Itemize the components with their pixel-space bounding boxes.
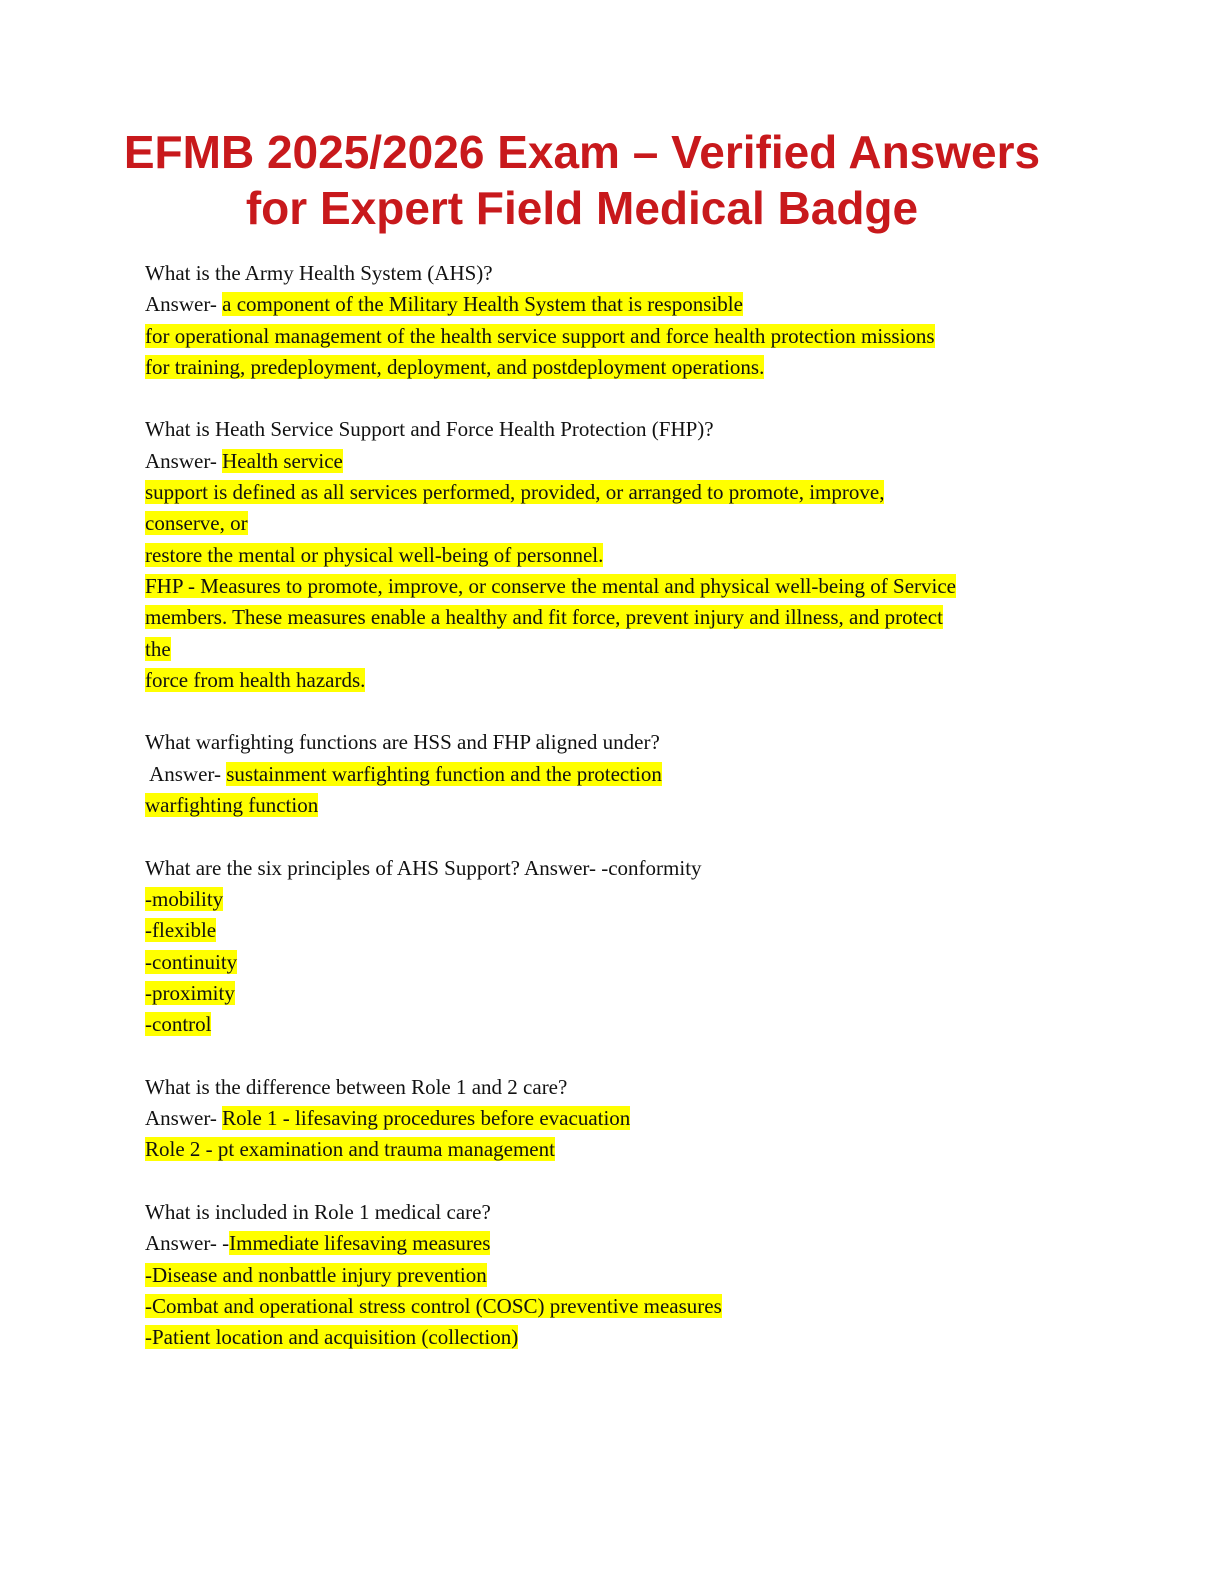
answer-line [145, 790, 1085, 821]
qa-content [145, 258, 1085, 1353]
title-line-2: for Expert Field Medical Badge [245, 182, 919, 234]
spacer [145, 821, 1085, 852]
answer-line [145, 321, 1085, 352]
answer-line [145, 665, 1085, 696]
answer-highlight: Role 1 - lifesaving procedures before evacuation [222, 1106, 631, 1131]
answer-line [145, 634, 1085, 665]
qa-item [145, 727, 1085, 821]
title-line-1: EFMB 2025/2026 Exam – Verified Answers [123, 126, 1041, 178]
spacer [145, 1040, 1085, 1071]
answer-line [145, 508, 1085, 539]
answer-line [145, 1322, 1085, 1353]
question-text: What are the six principles of AHS Support? Answer- -conformity [145, 855, 702, 880]
answer-highlight: support is defined as all services performed, provided, or arranged to promote, improve, [145, 480, 885, 505]
answer-highlight: warfighting function [145, 793, 319, 818]
answer-highlight: -proximity [145, 980, 235, 1005]
answer-highlight: -control [145, 1012, 212, 1037]
answer-highlight: conserve, or [145, 511, 248, 536]
question-text: What is Heath Service Support and Force Health Protection (FHP)? [145, 417, 714, 442]
answer-line [145, 571, 1085, 602]
answer-highlight: Health service [222, 448, 343, 473]
answer-line [145, 947, 1085, 978]
answer-line [145, 1134, 1085, 1165]
answer-highlight: Role 2 - pt examination and trauma management [145, 1137, 555, 1162]
answer-line [145, 477, 1085, 508]
question-text: What warfighting functions are HSS and FHP aligned under? [145, 730, 660, 755]
question-text: What is the difference between Role 1 and 2 care? [145, 1074, 568, 1099]
spacer [145, 696, 1085, 727]
answer-prefix: Answer- [145, 1106, 223, 1131]
answer-line [145, 1009, 1085, 1040]
answer-line [145, 915, 1085, 946]
answer-prefix: Answer- [145, 448, 223, 473]
answer-line [145, 352, 1085, 383]
answer-prefix: Answer- [145, 761, 227, 786]
answer-highlight: -continuity [145, 949, 238, 974]
answer-prefix: Answer- - [145, 1231, 230, 1256]
document-title [0, 124, 1164, 236]
question-text: What is included in Role 1 medical care? [145, 1199, 491, 1224]
answer-highlight: a component of the Military Health System that is responsible [222, 292, 743, 317]
qa-item [145, 1072, 1085, 1166]
answer-highlight: sustainment warfighting function and the protection [226, 761, 662, 786]
answer-line [145, 1103, 1085, 1134]
answer-line [145, 602, 1085, 633]
answer-line [145, 540, 1085, 571]
answer-highlight: Immediate lifesaving measures [229, 1231, 491, 1256]
answer-highlight: -Patient location and acquisition (collection) [145, 1325, 519, 1350]
answer-highlight: the [145, 636, 171, 661]
answer-prefix: Answer- [145, 292, 223, 317]
answer-highlight: restore the mental or physical well-being of personnel. [145, 542, 604, 567]
answer-line [145, 1260, 1085, 1291]
qa-item [145, 258, 1085, 383]
answer-line [145, 978, 1085, 1009]
answer-highlight: -mobility [145, 886, 224, 911]
answer-highlight: -Combat and operational stress control (COSC) preventive measures [145, 1293, 722, 1318]
answer-highlight: force from health hazards. [145, 667, 366, 692]
qa-item [145, 853, 1085, 1041]
answer-highlight: for training, predeployment, deployment, and postdeployment operations. [145, 354, 765, 379]
qa-item [145, 414, 1085, 696]
qa-item [145, 1197, 1085, 1353]
answer-line [145, 884, 1085, 915]
answer-line [145, 289, 1085, 320]
answer-line [145, 1228, 1085, 1259]
spacer [145, 1166, 1085, 1197]
spacer [145, 383, 1085, 414]
answer-highlight: -Disease and nonbattle injury prevention [145, 1262, 487, 1287]
answer-highlight: -flexible [145, 918, 217, 943]
question-text: What is the Army Health System (AHS)? [145, 261, 493, 285]
answer-line [145, 759, 1085, 790]
answer-line [145, 446, 1085, 477]
answer-highlight: members. These measures enable a healthy and fit force, prevent injury and illness, and protect [145, 605, 943, 630]
answer-line [145, 1291, 1085, 1322]
answer-highlight: for operational management of the health service support and force health protection missions [145, 323, 935, 348]
answer-highlight: FHP - Measures to promote, improve, or conserve the mental and physical well-being of Service [145, 573, 957, 598]
